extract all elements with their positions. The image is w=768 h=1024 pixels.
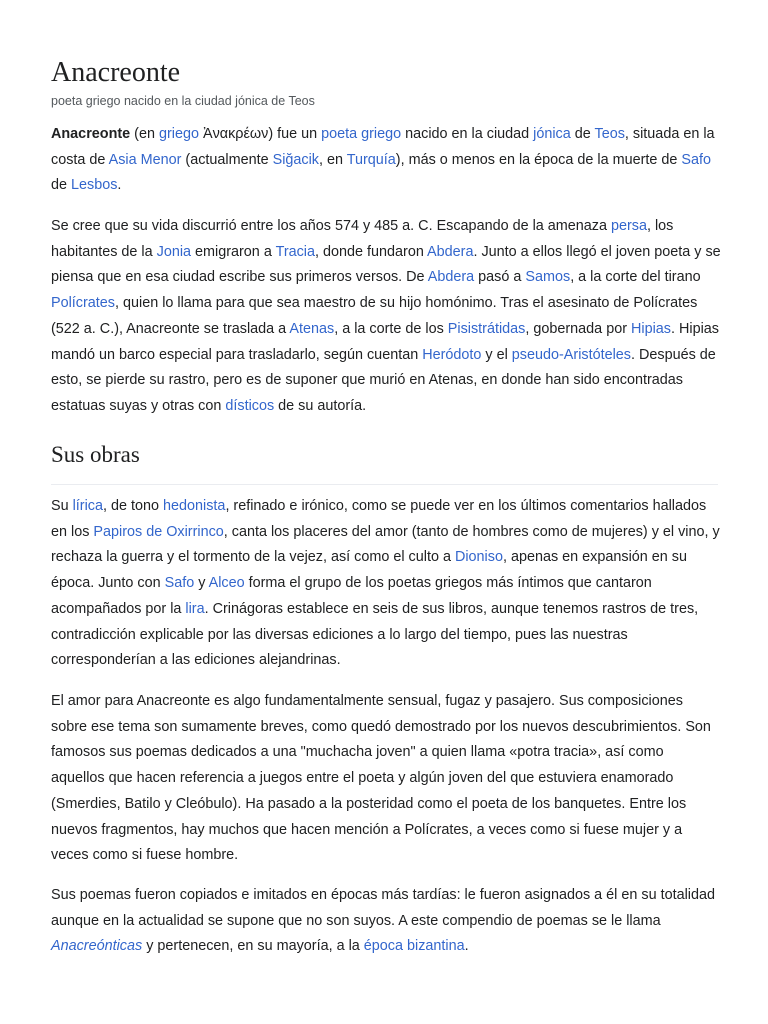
text: , de tono bbox=[103, 498, 164, 514]
text: emigraron a bbox=[191, 243, 276, 260]
text: de su autoría. bbox=[274, 397, 367, 414]
link-tracia[interactable]: Tracia bbox=[275, 243, 316, 260]
text: y bbox=[194, 575, 209, 592]
link-turquia[interactable]: Turquía bbox=[346, 151, 396, 168]
text: . Después de esto, se pierde su rastro, pero es de suponer que murió en Atenas, en donde han sido encontradas estatuas suyas y otras con bbox=[51, 346, 716, 414]
link-jonica[interactable]: jónica bbox=[533, 126, 571, 142]
text: Se cree que su vida discurrió entre los años 574 y 485 a. C. Escapando de la amenaza bbox=[51, 218, 611, 234]
biography-paragraph bbox=[51, 214, 721, 420]
works-paragraph bbox=[51, 494, 721, 674]
link-abdera-2[interactable]: Abdera bbox=[427, 269, 475, 286]
link-samos[interactable]: Samos bbox=[525, 269, 571, 286]
text: . Crinágoras establece en seis de sus libros, aunque tenemos rastros de tres, contradicción explicable por las diversas ediciones a lo largo del tiempo, pues las nuestras corresponderían a las ediciones alejandrinas. bbox=[51, 600, 699, 669]
link-persa[interactable]: persa bbox=[610, 218, 647, 234]
text: , situada en la costa de bbox=[51, 126, 715, 168]
link-pseudo-aristoteles[interactable]: pseudo-Aristóteles bbox=[511, 346, 631, 363]
text: y el bbox=[481, 346, 512, 363]
imitations-paragraph bbox=[51, 883, 721, 960]
text: . Junto a ellos llegó el joven poeta y se piensa que en esa ciudad escribe sus primeros versos. De bbox=[51, 243, 721, 286]
text: . bbox=[117, 177, 122, 194]
text: pasó a bbox=[474, 269, 526, 286]
text: , los habitantes de la bbox=[51, 218, 674, 260]
link-lirica[interactable]: lírica bbox=[72, 498, 103, 514]
link-lesbos[interactable]: Lesbos bbox=[71, 177, 118, 194]
link-sigacik[interactable]: Siğacik bbox=[272, 151, 319, 168]
link-disticos[interactable]: dísticos bbox=[225, 397, 275, 414]
text: , en bbox=[318, 151, 347, 168]
link-dioniso[interactable]: Dioniso bbox=[454, 549, 503, 566]
link-lira[interactable]: lira bbox=[185, 600, 205, 617]
text: de bbox=[51, 177, 72, 194]
link-poeta-griego[interactable]: poeta griego bbox=[321, 126, 402, 142]
link-herodoto[interactable]: Heródoto bbox=[422, 346, 482, 363]
link-hipias[interactable]: Hipias bbox=[631, 320, 671, 337]
italic-term: Anacreónticas bbox=[51, 938, 143, 955]
intro-paragraph bbox=[51, 122, 721, 199]
text: . bbox=[464, 938, 469, 955]
text: , quien lo llama para que sea maestro de su hijo homónimo. Tras el asesinato de Polícrates (522 a. C.), Anacreonte se traslada a bbox=[51, 295, 698, 337]
text: ), más o menos en la época de la muerte de bbox=[395, 151, 682, 168]
text: , a la corte de los bbox=[334, 320, 448, 337]
text: , donde fundaron bbox=[315, 243, 428, 260]
link-griego[interactable]: griego bbox=[158, 126, 199, 142]
love-paragraph: El amor para Anacreonte es algo fundamentalmente sensual, fugaz y pasajero. Sus composiciones sobre ese tema son sumamente breves, como quedó demostrado por los nuevos descubrimientos. Son famosos sus poemas dedicados a una "muchacha joven" a quien llama «potra tracia», así como aquellos que hacen referencia a juegos entre el poeta y algún joven del que estuviera enamorado (Smerdies, Batilo y Cleóbulo). Ha pasado a la posteridad como el poeta de los banquetes. Entre los nuevos fragmentos, hay muchos que hacen mención a Polícrates, a veces como si fuese mujer y a veces como si fuese hombre. bbox=[51, 693, 711, 864]
text: , gobernada por bbox=[525, 320, 631, 337]
page-title: Anacreonte bbox=[51, 57, 181, 88]
text: , a la corte del tirano bbox=[570, 269, 701, 286]
link-pisistratidas[interactable]: Pisistrátidas bbox=[447, 320, 526, 337]
link-policrates[interactable]: Polícrates bbox=[51, 295, 115, 312]
link-jonia[interactable]: Jonia bbox=[156, 243, 192, 260]
section-divider bbox=[51, 484, 718, 485]
link-teos[interactable]: Teos bbox=[594, 126, 625, 142]
text: (en bbox=[130, 126, 159, 142]
text: Ἀνακρέων) fue un bbox=[198, 126, 322, 142]
page-subtitle: poeta griego nacido en la ciudad jónica de Teos bbox=[51, 94, 315, 108]
link-hedonista[interactable]: hedonista bbox=[163, 498, 226, 514]
section-heading: Sus obras bbox=[51, 442, 140, 467]
link-alceo[interactable]: Alceo bbox=[208, 575, 245, 592]
text: . Hipias mandó un barco especial para trasladarlo, según cuentan bbox=[51, 320, 719, 363]
text: forma el grupo de los poetas griegos más íntimos que cantaron acompañados por la bbox=[51, 575, 652, 617]
bold-term: Anacreonte bbox=[51, 126, 131, 142]
link-asia-menor[interactable]: Asia Menor bbox=[108, 151, 182, 168]
link-atenas[interactable]: Atenas bbox=[289, 320, 335, 337]
link-safo-2[interactable]: Safo bbox=[164, 575, 195, 592]
text: , apenas en expansión en su época. Junto con bbox=[51, 549, 687, 592]
text: de bbox=[570, 126, 595, 142]
text: Sus poemas fueron copiados e imitados en épocas más tardías: le fueron asignados a él en su totalidad aunque en la actualidad se supone que no son suyos. A este compendio de poemas se le llama bbox=[51, 887, 715, 929]
link-anacreonticas[interactable] bbox=[51, 938, 142, 954]
text: (actualmente bbox=[181, 151, 273, 168]
link-abdera[interactable]: Abdera bbox=[427, 243, 474, 260]
link-epoca-bizantina[interactable]: época bizantina bbox=[363, 938, 465, 955]
text: , canta los placeres del amor (tanto de hombres como de mujeres) y el vino, y rechaza la guerra y el tormento de la vejez, así como el culto a bbox=[51, 523, 720, 566]
text: nacido en la ciudad bbox=[401, 126, 534, 142]
link-papiros-de-oxirrinco[interactable]: Papiros de Oxirrinco bbox=[93, 523, 224, 540]
text: , refinado e irónico, como se puede ver en los últimos comentarios hallados en los bbox=[51, 498, 707, 540]
link-safo[interactable]: Safo bbox=[681, 151, 711, 168]
text: Su bbox=[51, 498, 73, 514]
text: y pertenecen, en su mayoría, a la bbox=[142, 938, 364, 955]
